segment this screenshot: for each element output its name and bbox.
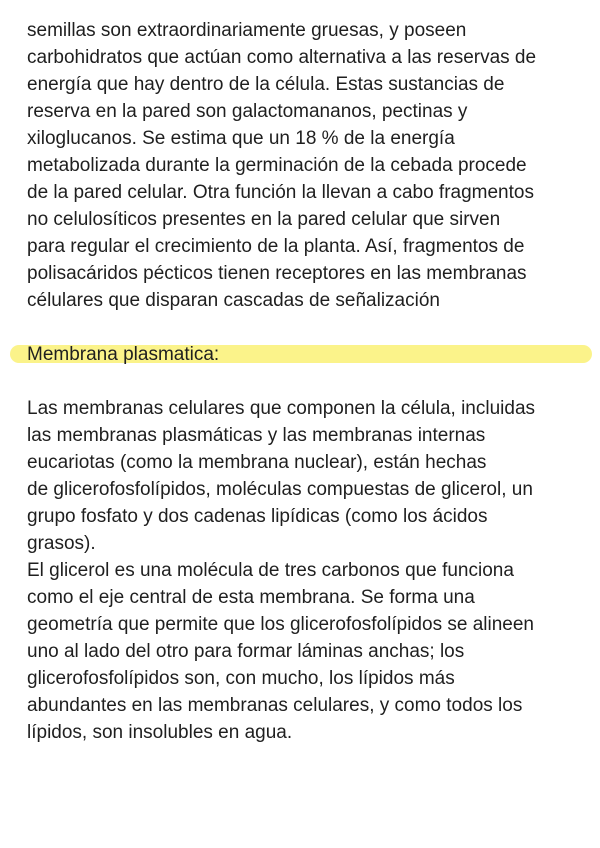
paragraph-line: las membranas plasmáticas y las membranas internas <box>27 425 486 446</box>
section-heading: Membrana plasmatica: <box>27 344 220 365</box>
paragraph-line: carbohidratos que actúan como alternativa a las reservas de <box>27 47 537 68</box>
paragraph-line: lípidos, son insolubles en agua. <box>27 722 293 743</box>
paragraph-line: glicerofosfolípidos son, con mucho, los lípidos más <box>27 668 455 689</box>
paragraph-line: energía que hay dentro de la célula. Estas sustancias de <box>27 74 505 95</box>
paragraph-line: El glicerol es una molécula de tres carbonos que funciona <box>27 560 514 581</box>
paragraph-line: de la pared celular. Otra función la llevan a cabo fragmentos <box>27 182 534 203</box>
paragraph-line: reserva en la pared son galactomananos, pectinas y <box>27 101 468 122</box>
paragraph-line: abundantes en las membranas celulares, y como todos los <box>27 695 523 716</box>
paragraph-line: metabolizada durante la germinación de la cebada procede <box>27 155 527 176</box>
paragraph-line: célulares que disparan cascadas de señalización <box>27 290 440 311</box>
paragraph-line: de glicerofosfolípidos, moléculas compuestas de glicerol, un <box>27 479 533 500</box>
paragraph-line: xiloglucanos. Se estima que un 18 % de la energía <box>27 128 455 149</box>
paragraph-line: grasos). <box>27 533 96 554</box>
paragraph-line: polisacáridos pécticos tienen receptores en las membranas <box>27 263 527 284</box>
paragraph-line: geometría que permite que los glicerofosfolípidos se alineen <box>27 614 534 635</box>
paragraph-line: semillas son extraordinariamente gruesas, y poseen <box>27 20 467 41</box>
paragraph-line: eucariotas (como la membrana nuclear), están hechas <box>27 452 487 473</box>
paragraph-line: no celulosíticos presentes en la pared celular que sirven <box>27 209 501 230</box>
paragraph-line: grupo fosfato y dos cadenas lipídicas (como los ácidos <box>27 506 488 527</box>
paragraph-line: uno al lado del otro para formar láminas anchas; los <box>27 641 465 662</box>
paragraph-line: como el eje central de esta membrana. Se forma una <box>27 587 475 608</box>
paragraph-line: Las membranas celulares que componen la célula, incluidas <box>27 398 536 419</box>
paragraph-line: para regular el crecimiento de la planta. Así, fragmentos de <box>27 236 525 257</box>
